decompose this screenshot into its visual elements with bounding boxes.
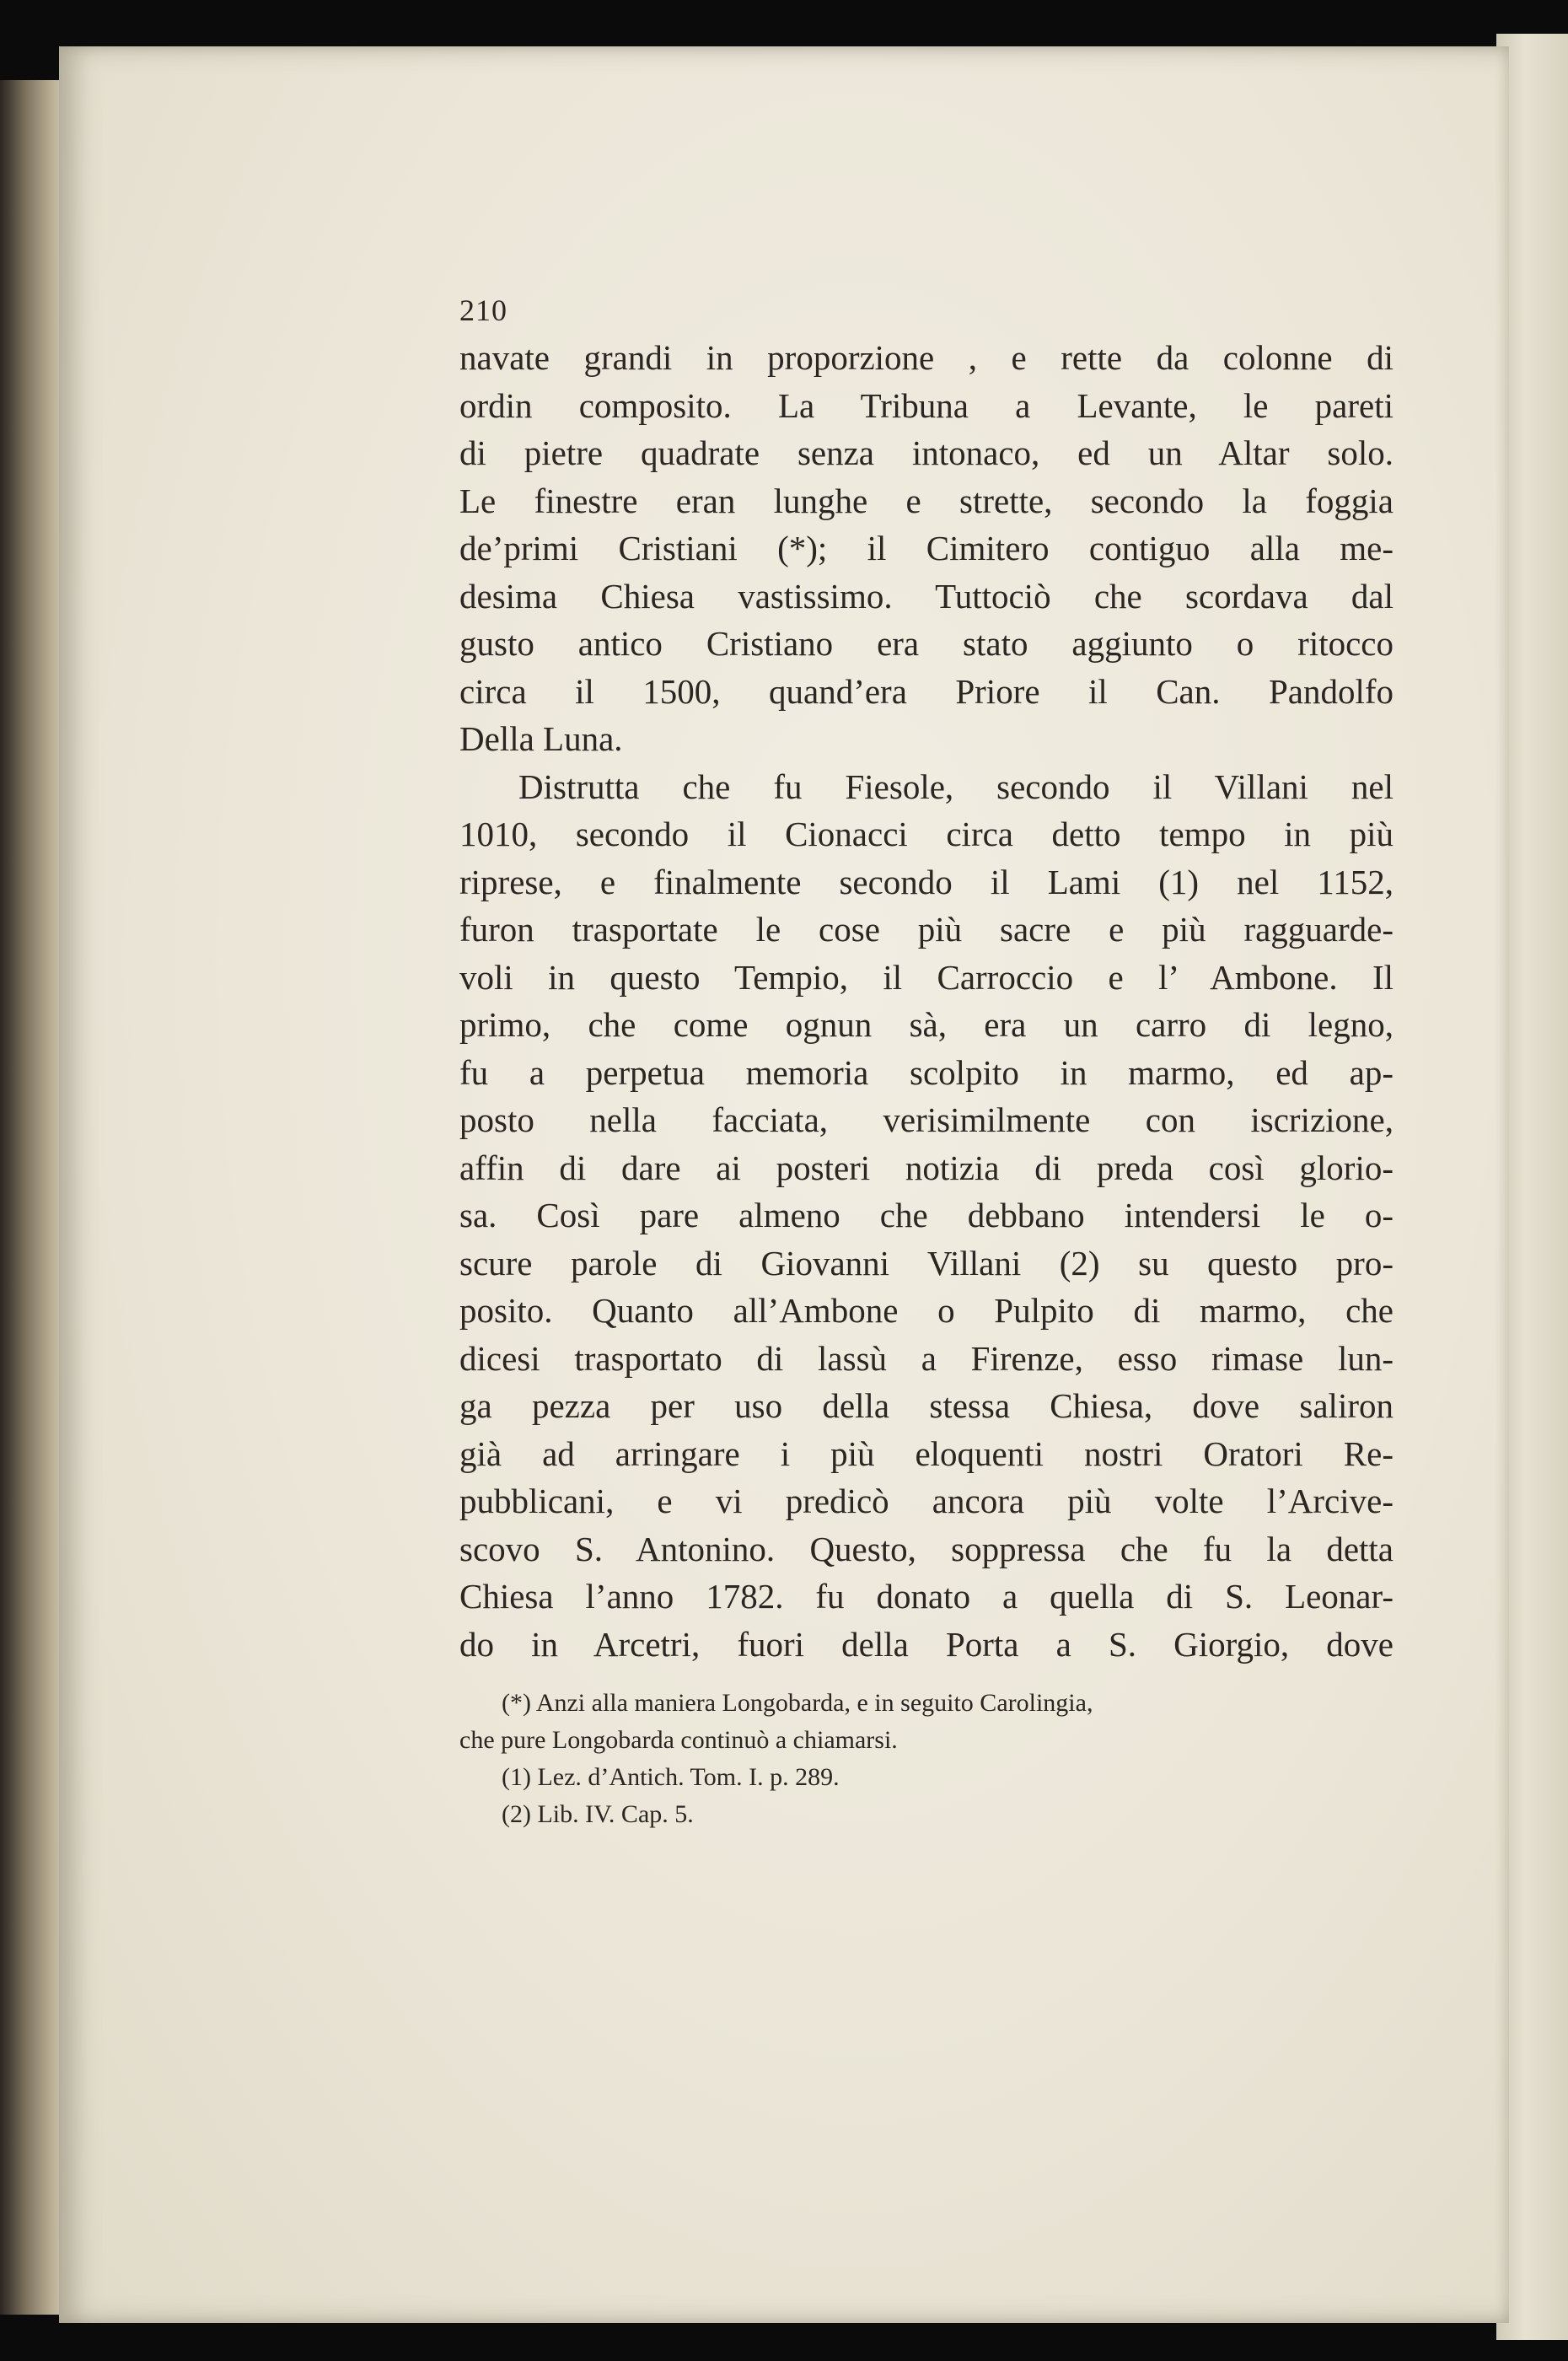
- text-line: circa il 1500, quand’era Priore il Can. Pandolfo: [459, 671, 1393, 711]
- footnote-line: che pure Longobarda continuò a chiamarsi.: [459, 1726, 898, 1754]
- footnote-line: (2) Lib. IV. Cap. 5.: [502, 1800, 694, 1828]
- text-line: gusto antico Cristiano era stato aggiunto o ritocco: [459, 624, 1393, 663]
- text-line: voli in questo Tempio, il Carroccio e l’ Ambone. Il: [459, 957, 1393, 997]
- text-line: navate grandi in proporzione , e rette da colonne di: [459, 338, 1393, 377]
- text-line: Distrutta che fu Fiesole, secondo il Villani nel: [518, 766, 1393, 806]
- footnote-line: (1) Lez. d’Antich. Tom. I. p. 289.: [502, 1763, 840, 1791]
- text-line: posito. Quanto all’Ambone o Pulpito di marmo, che: [459, 1291, 1393, 1330]
- text-line: affin di dare ai posteri notizia di preda così glorio-: [459, 1148, 1393, 1187]
- body-text: [459, 334, 1393, 1668]
- text-line: pubblicani, e vi predicò ancora più volte l’Arcive-: [459, 1482, 1393, 1520]
- text-line: scure parole di Giovanni Villani (2) su questo pro-: [459, 1243, 1393, 1283]
- text-line: sa. Così pare almeno che debbano intendersi le o-: [459, 1196, 1393, 1234]
- text-line: di pietre quadrate senza intonaco, ed un Altar solo.: [459, 433, 1393, 472]
- text-line: dicesi trasportato di lassù a Firenze, esso rimase lun-: [459, 1338, 1393, 1378]
- text-line: posto nella facciata, verisimilmente con iscrizione,: [459, 1100, 1393, 1139]
- text-line: do in Arcetri, fuori della Porta a S. Giorgio, dove: [459, 1624, 1393, 1664]
- text-line: primo, che come ognun sà, era un carro di legno,: [459, 1005, 1393, 1044]
- text-line: riprese, e finalmente secondo il Lami (1) nel 1152,: [459, 862, 1393, 901]
- text-line: de’primi Cristiani (*); il Cimitero contiguo alla me-: [459, 529, 1393, 567]
- text-line: furon trasportate le cose più sacre e più ragguarde-: [459, 910, 1393, 949]
- text-line: già ad arringare i più eloquenti nostri Oratori Re-: [459, 1433, 1393, 1473]
- text-line: ordin composito. La Tribuna a Levante, le pareti: [459, 385, 1393, 425]
- text-line: fu a perpetua memoria scolpito in marmo, ed ap-: [459, 1052, 1393, 1092]
- text-line: Della Luna.: [459, 719, 623, 758]
- page-number: 210: [459, 293, 507, 327]
- footnote-line: (*) Anzi alla maniera Longobarda, e in seguito Carolingia,: [502, 1689, 1093, 1717]
- text-line: 1010, secondo il Cionacci circa detto tempo in più: [459, 815, 1393, 853]
- text-line: desima Chiesa vastissimo. Tuttociò che scordava dal: [459, 576, 1393, 616]
- page-sheet: [59, 46, 1509, 2323]
- text-block: [459, 287, 1393, 1833]
- text-line: ga pezza per uso della stessa Chiesa, dove saliron: [459, 1386, 1393, 1425]
- footnotes: [459, 1685, 1393, 1833]
- text-line: Chiesa l’anno 1782. fu donato a quella di S. Leonar-: [459, 1577, 1393, 1616]
- text-line: scovo S. Antonino. Questo, soppressa che fu la detta: [459, 1529, 1393, 1568]
- text-line: Le finestre eran lunghe e strette, secondo la foggia: [459, 481, 1393, 520]
